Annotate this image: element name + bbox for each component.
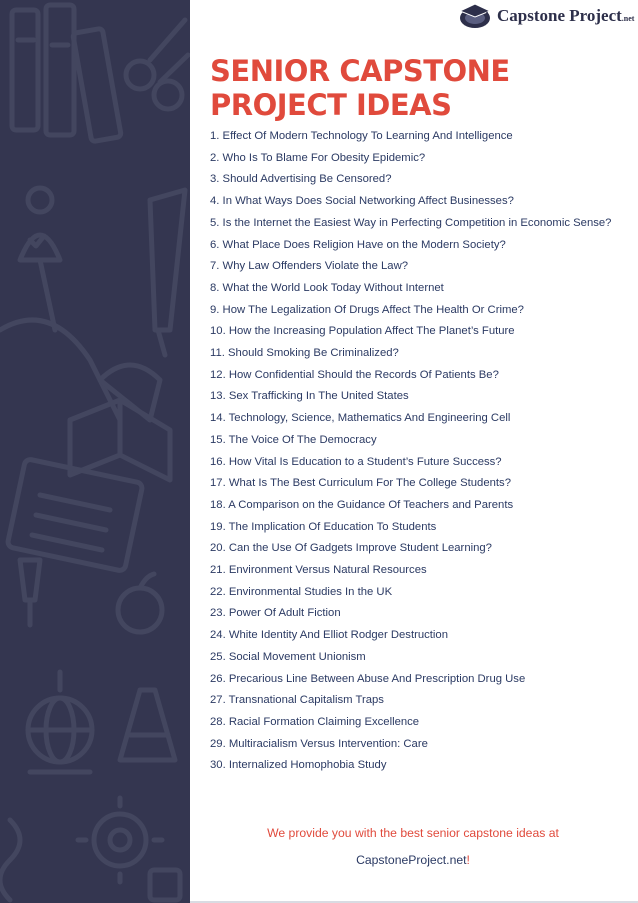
idea-item: 24. White Identity And Elliot Rodger Destruction [210,629,448,642]
idea-item: 19. The Implication Of Education To Students [210,520,437,533]
idea-item: 2. Who Is To Blame For Obesity Epidemic? [210,151,426,164]
idea-item: 12. How Confidential Should the Records Of Patients Be? [210,368,499,381]
idea-item: 8. What the World Look Today Without Internet [210,281,444,294]
idea-item: 15. The Voice Of The Democracy [210,433,377,446]
idea-item: 1. Effect Of Modern Technology To Learning And Intelligence [210,130,513,142]
ideas-list [210,126,614,777]
idea-item: 16. How Vital Is Education to a Student’s Future Success? [210,455,502,468]
idea-item: 18. A Comparison on the Guidance Of Teachers and Parents [210,498,514,511]
decorative-sidebar [0,0,190,903]
footer-tagline: We provide you with the best senior capstone ideas at [267,826,559,840]
logo-name: Capstone Project [497,6,622,25]
idea-item: 6. What Place Does Religion Have on the Modern Society? [210,238,506,251]
idea-item: 21. Environment Versus Natural Resources [210,564,427,577]
footer [200,820,626,874]
idea-item: 30. Internalized Homophobia Study [210,759,387,772]
idea-item: 5. Is the Internet the Easiest Way in Perfecting Competition in Economic Sense? [210,216,612,229]
idea-item: 10. How the Increasing Population Affect The Planet’s Future [210,325,515,338]
footer-exclamation: ! [466,853,470,867]
footer-site-line [200,847,626,874]
idea-item: 29. Multiracialism Versus Intervention: Care [210,737,428,750]
idea-item: 3. Should Advertising Be Censored? [210,173,392,186]
idea-item: 4. In What Ways Does Social Networking Affect Businesses? [210,195,514,208]
logo-suffix: .net [621,14,635,23]
idea-item: 14. Technology, Science, Mathematics And Engineering Cell [210,412,511,425]
footer-site-link[interactable]: CapstoneProject.net [356,853,467,867]
idea-item: 11. Should Smoking Be Criminalized? [210,347,399,360]
idea-item: 7. Why Law Offenders Violate the Law? [210,260,409,273]
idea-item: 23. Power Of Adult Fiction [210,607,341,620]
idea-item: 27. Transnational Capitalism Traps [210,694,384,707]
idea-item: 17. What Is The Best Curriculum For The College Students? [210,477,511,490]
graduation-cap-globe-icon [456,2,494,30]
idea-item: 26. Precarious Line Between Abuse And Prescription Drug Use [210,672,526,685]
idea-item: 28. Racial Formation Claiming Excellence [210,715,420,728]
idea-item: 9. How The Legalization Of Drugs Affect The Health Or Crime? [210,303,524,316]
idea-item: 22. Environmental Studies In the UK [210,585,393,598]
page-title [210,54,610,122]
idea-item: 25. Social Movement Unionism [210,650,366,663]
school-doodle-pattern [0,0,190,903]
page-title-line1: SENIOR CAPSTONE [210,54,510,88]
logo[interactable] [456,2,634,30]
idea-item: 13. Sex Trafficking In The United States [210,390,409,403]
page-title-line2: PROJECT IDEAS [210,88,452,122]
logo-text [497,6,634,26]
idea-item: 20. Can the Use Of Gadgets Improve Student Learning? [210,542,492,555]
